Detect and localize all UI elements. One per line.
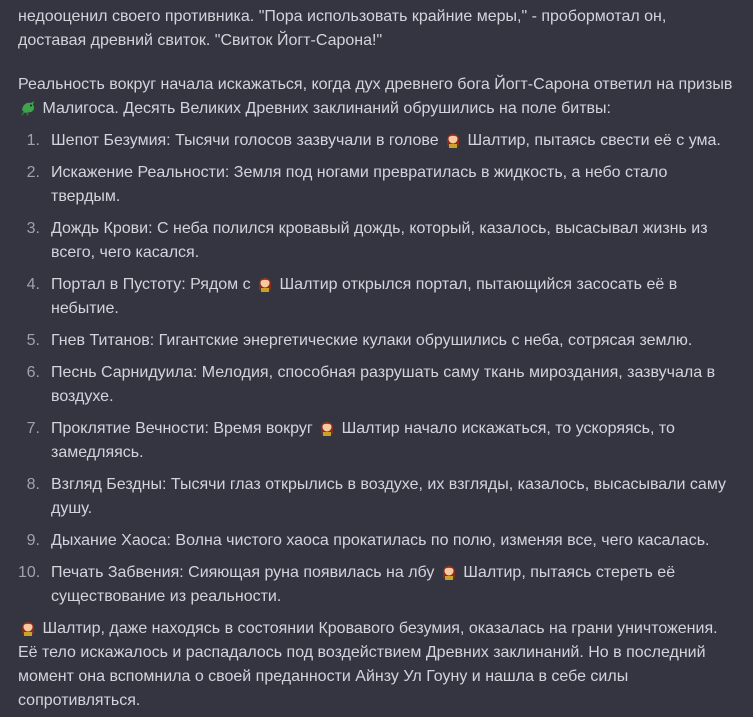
spell-text: Печать Забвения: Сияющая руна появилась на лбу [51, 564, 439, 581]
list-number: 10. [18, 564, 41, 581]
spell-text: Гнев Титанов: Гигантские энергетические кулаки обрушились с неба, сотрясая землю. [51, 332, 693, 349]
conclusion-text: Шалтир, даже находясь в состоянии Кровавого безумия, оказалась на грани уничтожения. Её тело искажалось и распадалось под воздействием Древних заклинаний. Но в последний момент она вспомнила о своей преданности Айнзу Ул Гоуну и нашла в себе силы сопротивляться. [18, 620, 718, 709]
vampire-icon [20, 618, 36, 636]
vampire-icon [257, 274, 273, 292]
spell-text: Искажение Реальности: Земля под ногами превратилась в жидкость, а небо стало твердым. [51, 164, 668, 205]
list-item [18, 273, 739, 321]
spell-text-tail: Шалтир, пытаясь стереть её существование из реальности. [51, 564, 676, 605]
list-item [18, 161, 739, 209]
spell-text: Дождь Крови: С неба полился кровавый дождь, который, казалось, высасывал жизнь из всего, чего касался. [51, 220, 708, 261]
spell-text: Шепот Безумия: Тысячи голосов зазвучали в голове [51, 132, 444, 149]
intro-line-1: недооценил своего противника. "Пора использовать крайние меры," - пробормотал он, [18, 8, 667, 25]
intro-line-2: доставая древний свиток. "Свиток Йогт-Сарона!" [18, 32, 383, 49]
vampire-icon [441, 562, 457, 580]
list-number: 3. [26, 220, 40, 237]
list-number: 7. [26, 420, 40, 437]
vampire-icon [319, 418, 335, 436]
dragon-icon [20, 98, 36, 116]
list-number: 9. [26, 532, 40, 549]
list-item [18, 417, 739, 465]
spell-text: Песнь Сарнидуила: Мелодия, способная разрушать саму ткань мироздания, зазвучала в воздухе. [51, 364, 716, 405]
list-item [18, 217, 739, 265]
vampire-icon [445, 130, 461, 148]
spell-text: Портал в Пустоту: Рядом с [51, 276, 256, 293]
list-number: 5. [26, 332, 40, 349]
list-item [18, 473, 739, 521]
summoning-text-1: Реальность вокруг начала искажаться, когда дух древнего бога Йогт-Сарона ответил на призыв [18, 76, 733, 93]
list-number: 1. [26, 132, 40, 149]
summoning-text-2: Малигоса. Десять Великих Древних заклинаний обрушились на поле битвы: [38, 100, 611, 117]
list-number: 6. [26, 364, 40, 381]
list-item [18, 561, 739, 609]
list-number: 8. [26, 476, 40, 493]
list-number: 4. [26, 276, 40, 293]
spell-list [18, 129, 739, 609]
intro-paragraph [18, 0, 739, 53]
list-item [18, 529, 739, 553]
spell-text-tail: Шалтир открылся портал, пытающийся засосать её в небытие. [51, 276, 678, 317]
spell-text: Дыхание Хаоса: Волна чистого хаоса прокатилась по полю, изменяя все, чего касалась. [51, 532, 710, 549]
list-item [18, 129, 739, 153]
list-number: 2. [26, 164, 40, 181]
spell-text-tail: Шалтир начало искажаться, то ускоряясь, то замедляясь. [51, 420, 675, 461]
list-item [18, 361, 739, 409]
conclusion-paragraph [18, 617, 739, 713]
spell-text: Проклятие Вечности: Время вокруг [51, 420, 318, 437]
summoning-paragraph [18, 73, 739, 121]
spell-text: Взгляд Бездны: Тысячи глаз открылись в воздухе, их взгляды, казалось, высасывали саму душу. [51, 476, 726, 517]
list-item [18, 329, 739, 353]
spell-text-tail: Шалтир, пытаясь свести её с ума. [463, 132, 721, 149]
